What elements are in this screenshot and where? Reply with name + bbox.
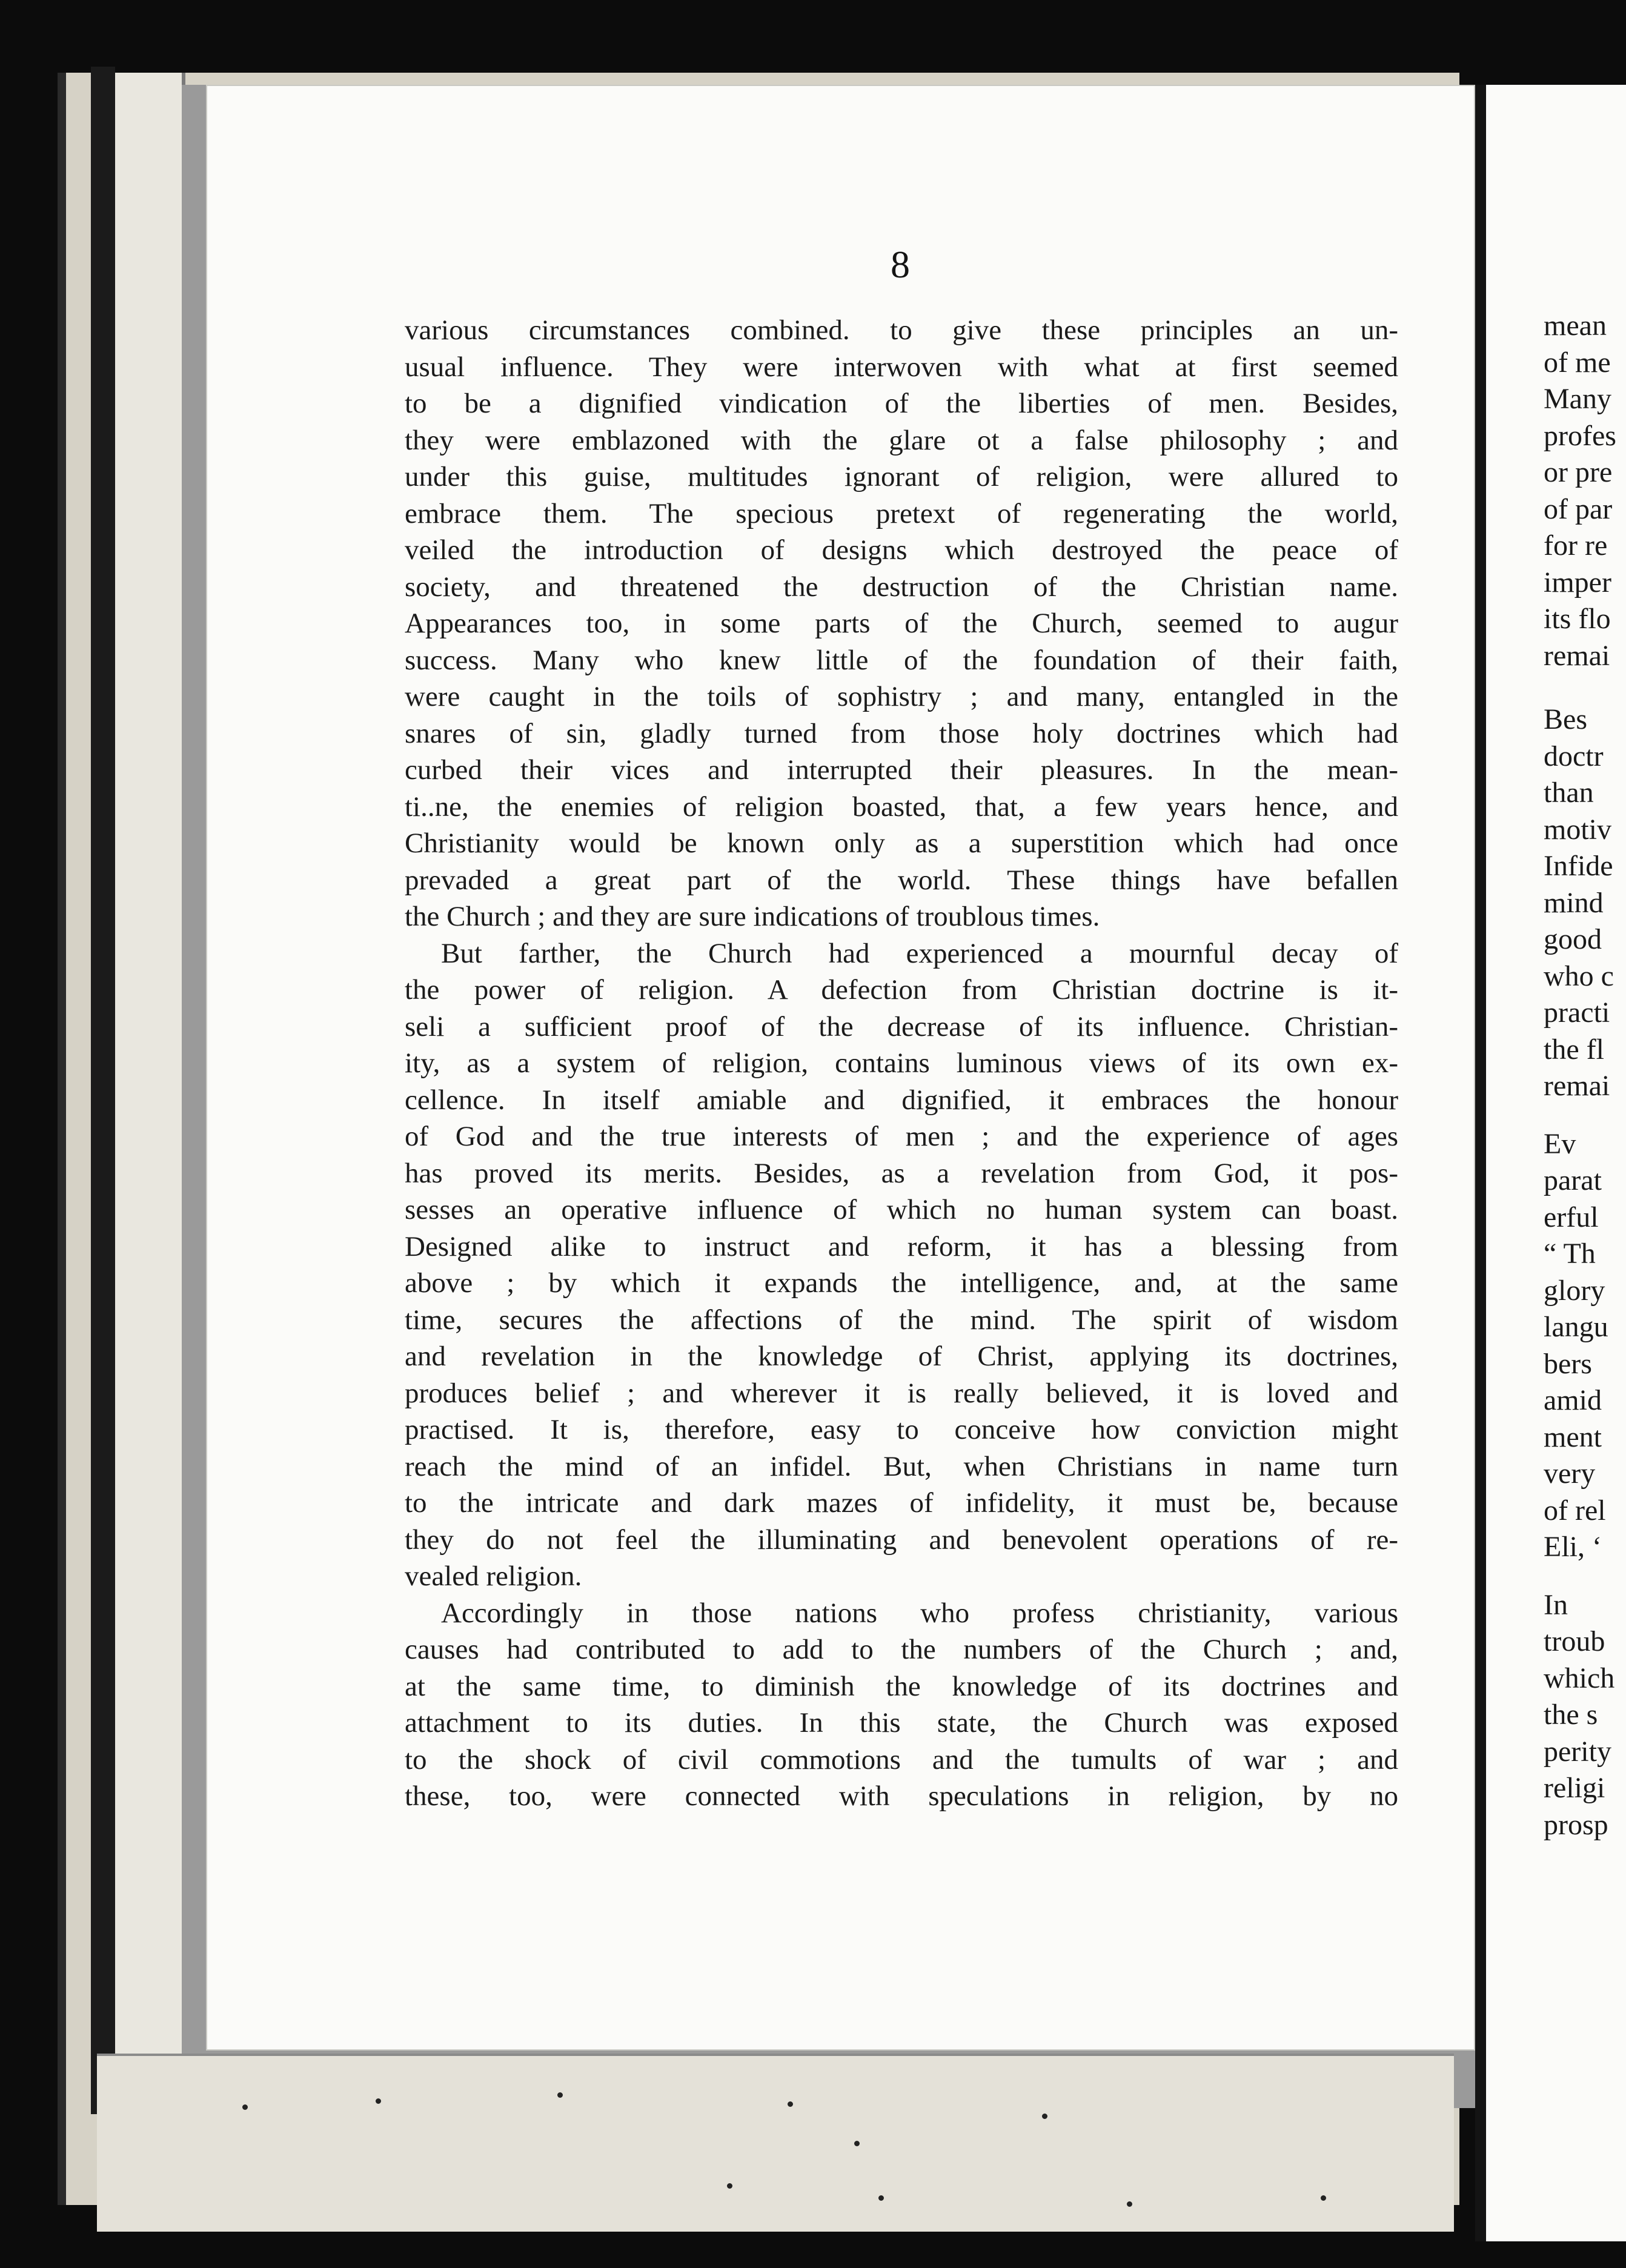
text-line: snares of sin, gladly turned from those holy doctrines which had: [405, 717, 1398, 749]
right-page-line: profes: [1544, 419, 1616, 452]
bottom-board-band: [97, 2054, 1454, 2232]
text-line: ti..ne, the enemies of religion boasted, that, a few years hence, and: [405, 791, 1398, 823]
text-line: were caught in the toils of sophistry ; and many, entangled in the: [405, 681, 1398, 712]
right-page-line: motiv: [1544, 813, 1612, 846]
text-line: success. Many who knew little of the foundation of their faith,: [405, 644, 1398, 676]
text-line: Christianity would be known only as a superstition which had once: [405, 827, 1398, 859]
right-page-line: Infide: [1544, 850, 1613, 882]
text-line: they were emblazoned with the glare ot a false philosophy ; and: [405, 424, 1398, 456]
text-line: cellence. In itself amiable and dignified, it embraces the honour: [405, 1084, 1398, 1116]
right-page-line: practi: [1544, 996, 1610, 1029]
right-page-line: mean: [1544, 310, 1607, 342]
text-line: the power of religion. A defection from Christian doctrine is it-: [405, 974, 1398, 1006]
text-line: at the same time, to diminish the knowledge of its doctrines and: [405, 1670, 1398, 1702]
right-page-line: “ Th: [1544, 1238, 1596, 1270]
text-line: embrace them. The specious pretext of regenerating the world,: [405, 497, 1398, 529]
text-line: Accordingly in those nations who profess christianity, various: [441, 1597, 1398, 1629]
speck: [727, 2183, 732, 2189]
right-page-line: ment: [1544, 1421, 1602, 1453]
text-line: various circumstances combined. to give these principles an un-: [405, 314, 1398, 346]
speck: [1042, 2114, 1047, 2119]
right-page-line: Many: [1544, 383, 1611, 415]
adjacent-page-fragment: [1486, 85, 1626, 2241]
text-line: under this guise, multitudes ignorant of religion, were allured to: [405, 461, 1398, 492]
right-page-line: prosp: [1544, 1808, 1608, 1841]
right-page-line: erful: [1544, 1201, 1599, 1233]
page-body-text: [405, 312, 1398, 1815]
speck: [878, 2195, 884, 2201]
right-page-line: good: [1544, 923, 1602, 955]
right-page-line: who c: [1544, 960, 1614, 992]
speck: [376, 2098, 381, 2104]
right-page-line: religi: [1544, 1772, 1605, 1804]
right-page-line: Eli, ‘: [1544, 1531, 1602, 1563]
right-page-line: perity: [1544, 1735, 1611, 1768]
page-number: 8: [891, 243, 910, 286]
right-page-line: parat: [1544, 1164, 1602, 1196]
text-line: causes had contributed to add to the numbers of the Church ; and,: [405, 1634, 1398, 1665]
right-page-line: for re: [1544, 529, 1608, 562]
text-line: Appearances too, in some parts of the Church, seemed to augur: [405, 608, 1398, 639]
text-line: these, too, were connected with speculations in religion, by no: [405, 1780, 1398, 1812]
text-line: and revelation in the knowledge of Christ, applying its doctrines,: [405, 1341, 1398, 1372]
right-page-line: bers: [1544, 1347, 1592, 1380]
text-line: But farther, the Church had experienced a mournful decay of: [441, 937, 1398, 969]
text-line: to the intricate and dark mazes of infidelity, it must be, because: [405, 1487, 1398, 1519]
right-page-line: In: [1544, 1588, 1568, 1621]
text-line: of God and the true interests of men ; and the experience of ages: [405, 1121, 1398, 1152]
right-page-line: glory: [1544, 1274, 1605, 1307]
speck: [242, 2104, 248, 2110]
speck: [1321, 2195, 1326, 2201]
right-page-line: of rel: [1544, 1494, 1606, 1527]
binding-edge: [91, 67, 115, 2114]
text-line: seli a sufficient proof of the decrease of its influence. Christian-: [405, 1010, 1398, 1043]
right-page-line: of me: [1544, 346, 1611, 379]
right-page-line: Ev: [1544, 1127, 1576, 1160]
text-line: veiled the introduction of designs which destroyed the peace of: [405, 534, 1398, 566]
right-page-line: than: [1544, 777, 1594, 809]
text-line: curbed their vices and interrupted their pleasures. In the mean-: [405, 754, 1398, 786]
right-page-line: its flo: [1544, 603, 1611, 635]
book-gutter: [1475, 85, 1486, 2241]
right-page-line: which: [1544, 1662, 1615, 1694]
right-page-line: mind: [1544, 886, 1604, 919]
right-page-line: the s: [1544, 1699, 1598, 1731]
speck: [557, 2092, 563, 2098]
text-line: above ; by which it expands the intelligence, and, at the same: [405, 1267, 1398, 1299]
text-line: time, secures the affections of the mind. The spirit of wisdom: [405, 1304, 1398, 1336]
right-page-line: amid: [1544, 1384, 1602, 1416]
right-page-line: Bes: [1544, 703, 1587, 735]
text-line: produces belief ; and wherever it is really believed, it is loved and: [405, 1377, 1398, 1409]
text-line: has proved its merits. Besides, as a revelation from God, it pos-: [405, 1157, 1398, 1189]
text-line: they do not feel the illuminating and benevolent operations of re-: [405, 1524, 1398, 1556]
text-line: attachment to its duties. In this state, the Church was exposed: [405, 1707, 1398, 1739]
text-line: ity, as a system of religion, contains luminous views of its own ex-: [405, 1047, 1398, 1079]
text-line: reach the mind of an infidel. But, when Christians in name turn: [405, 1450, 1398, 1482]
speck: [1127, 2201, 1132, 2207]
right-page-line: remai: [1544, 639, 1610, 672]
right-page-line: of par: [1544, 492, 1613, 525]
speck: [854, 2141, 860, 2146]
left-margin-strip: [115, 73, 185, 2157]
right-page-line: or pre: [1544, 456, 1613, 488]
text-line: practised. It is, therefore, easy to conceive how conviction might: [405, 1414, 1398, 1445]
right-page-line: doctr: [1544, 740, 1604, 772]
text-line: Designed alike to instruct and reform, it has a blessing from: [405, 1230, 1398, 1262]
right-page-line: the fl: [1544, 1033, 1604, 1066]
speck: [788, 2101, 793, 2107]
text-line: vealed religion.: [405, 1560, 582, 1592]
text-line: prevaded a great part of the world. These things have befallen: [405, 864, 1398, 896]
text-line: to the shock of civil commotions and the tumults of war ; and: [405, 1743, 1398, 1776]
right-page-line: very: [1544, 1457, 1596, 1490]
right-page-line: remai: [1544, 1070, 1610, 1102]
text-line: sesses an operative influence of which no human system can boast.: [405, 1194, 1398, 1225]
text-line: society, and threatened the destruction of the Christian name.: [405, 571, 1398, 603]
right-page-line: imper: [1544, 566, 1611, 598]
right-page-line: troub: [1544, 1625, 1605, 1657]
right-page-line: langu: [1544, 1311, 1608, 1343]
text-line: to be a dignified vindication of the liberties of men. Besides,: [405, 388, 1398, 419]
text-line: the Church ; and they are sure indications of troublous times.: [405, 901, 1100, 932]
text-line: usual influence. They were interwoven with what at first seemed: [405, 351, 1398, 383]
